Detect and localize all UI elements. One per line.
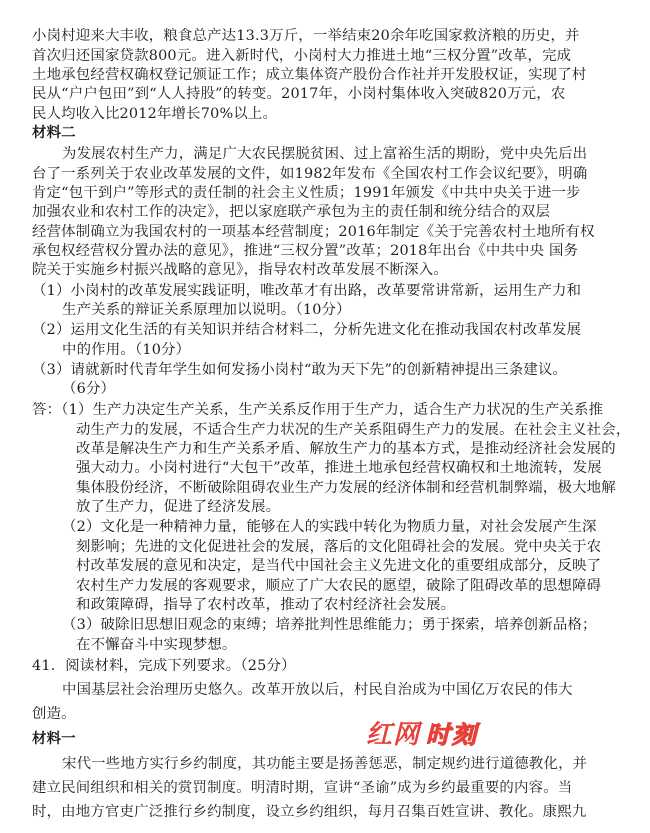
- answer-line: 放了生产力，促进了经济发展。: [76, 499, 281, 516]
- watermark-logo-mark: 红网: [366, 719, 421, 750]
- text-line: 加强农业和农村工作的决定》，把以家庭联产承包为主的责任制和统分结合的双层: [32, 204, 551, 221]
- answer-line: （3）破除旧思想旧观念的束缚；培养批判性思维能力；勇于探索，培养创新品格；: [62, 617, 597, 634]
- answer-line: 答：（1）生产力决定生产关系，生产关系反作用于生产力，适合生产力状况的生产关系推: [32, 402, 604, 419]
- answer-line: （2）文化是一种精神力量，能够在人的实践中转化为物质力量，对社会发展产生深: [62, 519, 597, 536]
- text-line: 中国基层社会治理历史悠久。改革开放以后，村民自治成为中国亿万农民的伟大: [62, 682, 573, 698]
- text-line: 宋代一些地方实行乡约制度，其功能主要是扬善惩恶，制定规约进行道德教化，并: [62, 756, 588, 772]
- answer-line: 和政策障碍，指导了农村改革，推动了农村经济社会发展。: [76, 596, 456, 613]
- answer-line: 动生产力的发展，不适合生产力状况的生产关系阻碍生产力的发展。在社会主义社会，: [76, 421, 631, 438]
- answer-line: 在不懈奋斗中实现梦想。: [76, 636, 237, 653]
- text-line: 小岗村迎来大丰收，粮食总产达13.3万斤，一举结束20余年吃国家救济粮的历史，并: [32, 28, 580, 45]
- answer-line: 强大动力。小岗村进行“大包干”改革，推进土地承包经营权确权和土地流转，发展: [76, 460, 602, 477]
- section-heading: 材料一: [32, 730, 76, 747]
- answer-line: 集体股份经济，不断破除阻碍农业生产力发展的经济体制和经营机制弊端，极大地解: [76, 479, 616, 496]
- answer-line: 改革是解决生产力和生产关系矛盾、解放生产力的基本方式，是推动经济社会发展的: [76, 441, 616, 458]
- section-heading: 材料二: [32, 124, 76, 142]
- answer-line: 农村生产力发展的客观要求，顺应了广大农民的愿望，破除了阻碍改革的思想障碍: [76, 577, 602, 594]
- text-line: 承包权经营权分置办法的意见》，推进“三权分置”改革；2018年出台《中共中央 国务: [32, 243, 579, 260]
- text-line: 土地承包经营权确权登记颁证工作；成立集体资产股份合作社并开发股权证，实现了村: [32, 66, 587, 83]
- question-line: （3）请就新时代青年学生如何发扬小岗村“敢为天下先”的创新精神提出三条建议。: [32, 361, 568, 378]
- text-line: 建立民间组织和相关的赏罚制度。明清时期，宣讲“圣谕”成为乡约最重要的内容。当: [32, 780, 573, 796]
- text-line: 首次归还国家贷款800元。进入新时代，小岗村大力推进土地“三权分置”改革，完成: [32, 47, 572, 64]
- answer-line: 村改革发展的意见和决定，是当代中国社会主义先进文化的重要组成部分，反映了: [76, 558, 602, 575]
- text-line: 民从“户户包田”到“人人持股”的转变。2017年，小岗村集体收入突破820万元，农: [32, 86, 566, 103]
- question-line: 生产关系的辩证关系原理加以说明。（10分）: [62, 302, 351, 319]
- watermark-logo: [366, 714, 626, 750]
- watermark-logo-text: 时刻: [426, 720, 479, 749]
- text-line: 肯定“包干到户”等形式的责任制的社会主义性质；1991年颁发《中共中央关于进一步: [32, 184, 581, 201]
- question-heading: 41．阅读材料，完成下列要求。（25分）: [32, 658, 296, 674]
- question-line: （1）小岗村的改革发展实践证明，唯改革才有出路，改革要常讲常新，运用生产力和: [32, 282, 582, 299]
- text-line: 台了一系列关于农业改革发展的文件，如1982年发布《全国农村工作会议纪要》，明确: [32, 165, 588, 182]
- text-line: 时，由地方官吏广泛推行乡约制度，设立乡约组织，每月召集百姓宣讲、教化。康熙九: [32, 804, 587, 820]
- text-line: 为发展农村生产力，满足广大农民摆脱贫困、过上富裕生活的期盼，党中央先后出: [62, 146, 588, 163]
- text-line: 创造。: [32, 706, 76, 722]
- question-line: （6分）: [62, 381, 116, 398]
- answer-line: 刻影响；先进的文化促进社会的发展，落后的文化阻碍社会的发展。党中央关于农: [76, 538, 602, 555]
- question-line: （2）运用文化生活的有关知识并结合材料二，分析先进文化在推动我国农村改革发展: [32, 322, 582, 339]
- text-line: 院关于实施乡村振兴战略的意见》，指导农村改革发展不断深入。: [32, 262, 448, 279]
- question-line: 中的作用。（10分）: [62, 341, 191, 358]
- text-line: 民人均收入比2012年增长70%以上。: [32, 105, 278, 122]
- text-line: 经营体制确立为我国农村的一项基本经营制度；2016年制定《关于完善农村土地所有权: [32, 223, 595, 240]
